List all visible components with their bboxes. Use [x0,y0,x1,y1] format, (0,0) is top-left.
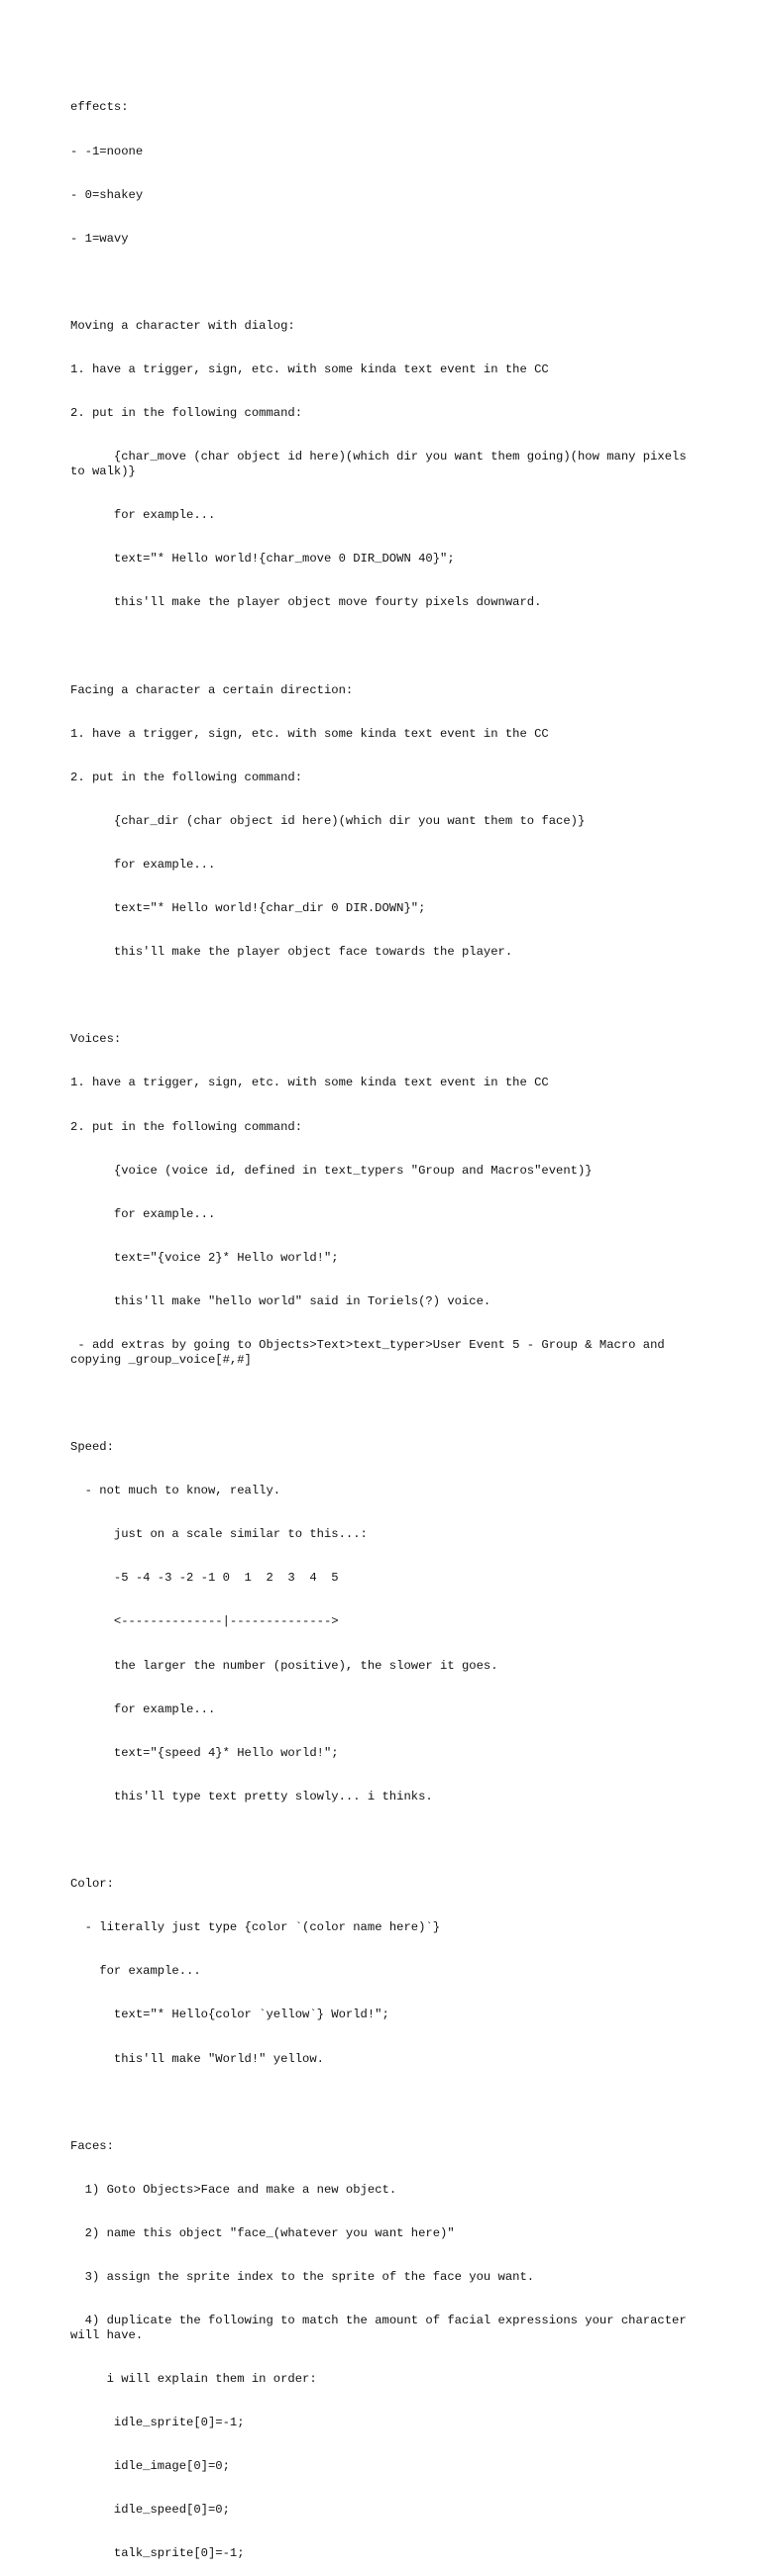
text-line: 2. put in the following command: [70,406,303,421]
text-line: {char_dir (char object id here)(which dir you want them to face)} [70,813,586,828]
text-line: - add extras by going to Objects>Text>text_typer>User Event 5 - Group & Macro and copying _group_voice[#,#] [70,1338,673,1367]
text-line: 2) name this object "face_(whatever you want here)" [70,2225,455,2240]
text-line: for example... [70,1206,216,1221]
code-line: idle_speed[0]=0; [70,2503,230,2518]
text-line: text="{voice 2}* Hello world!"; [70,1250,339,1265]
text-line: {voice (voice id, defined in text_typers "Group and Macros"event)} [70,1163,593,1178]
text-line: for example... [70,857,216,872]
text-line: effects: [70,100,129,115]
blank-line [70,1396,695,1411]
text-line: the larger the number (positive), the slower it goes. [70,1658,498,1673]
text-line: 4) duplicate the following to match the amount of facial expressions your character will have. [70,2314,695,2342]
speed-scale: -5 -4 -3 -2 -1 0 1 2 3 4 5 [70,1571,339,1586]
blank-line [70,988,695,1003]
text-line: text="{speed 4}* Hello world!"; [70,1745,339,1760]
text-line: just on a scale similar to this...: [70,1527,368,1542]
text-line: this'll make "hello world" said in Toriels(?) voice. [70,1294,491,1309]
text-line: - -1=noone [70,144,144,158]
text-line: this'll type text pretty slowly... i thinks. [70,1789,433,1803]
text-line: - not much to know, really. [70,1484,281,1498]
blank-line [70,275,695,290]
blank-line [70,639,695,654]
section-heading-faces: Faces: [70,2138,114,2153]
text-line: this'll make the player object move fourty pixels downward. [70,595,542,610]
text-line: i will explain them in order: [70,2372,317,2386]
section-heading-voices: Voices: [70,1032,122,1047]
section-heading-color: Color: [70,1877,114,1892]
text-line: 1. have a trigger, sign, etc. with some kinda text event in the CC [70,726,549,741]
text-line: for example... [70,508,216,523]
text-line: - literally just type {color `(color name here)`} [70,1920,441,1935]
text-line: 1. have a trigger, sign, etc. with some kinda text event in the CC [70,362,549,377]
text-line: {char_move (char object id here)(which dir you want them going)(how many pixels to walk)} [70,450,695,478]
text-line: - 1=wavy [70,231,129,246]
text-line: 1) Goto Objects>Face and make a new object. [70,2182,397,2197]
code-line: talk_sprite[0]=-1; [70,2546,245,2561]
text-line: text="* Hello world!{char_dir 0 DIR.DOWN}"; [70,901,426,916]
text-line: text="* Hello{color `yellow`} World!"; [70,2008,389,2022]
text-line: text="* Hello world!{char_move 0 DIR_DOWN 40}"; [70,552,455,567]
code-line: idle_sprite[0]=-1; [70,2416,245,2430]
section-heading-moving: Moving a character with dialog: [70,318,295,333]
blank-line [70,2096,695,2111]
text-line: 2. put in the following command: [70,1119,303,1134]
text-line: for example... [70,1964,201,1979]
text-line: 1. have a trigger, sign, etc. with some kinda text event in the CC [70,1076,549,1090]
blank-line [70,1833,695,1848]
section-heading-speed: Speed: [70,1440,114,1455]
text-line: this'll make "World!" yellow. [70,2051,324,2066]
text-line: this'll make the player object face towards the player. [70,945,513,960]
document-text [70,71,695,2576]
code-line: idle_image[0]=0; [70,2459,230,2474]
speed-scale-arrow: <--------------|--------------> [70,1614,339,1629]
text-line: 2. put in the following command: [70,770,303,784]
text-line: for example... [70,1701,216,1716]
text-line: 3) assign the sprite index to the sprite of the face you want. [70,2270,535,2285]
section-heading-facing: Facing a character a certain direction: [70,682,354,697]
text-line: - 0=shakey [70,187,144,202]
